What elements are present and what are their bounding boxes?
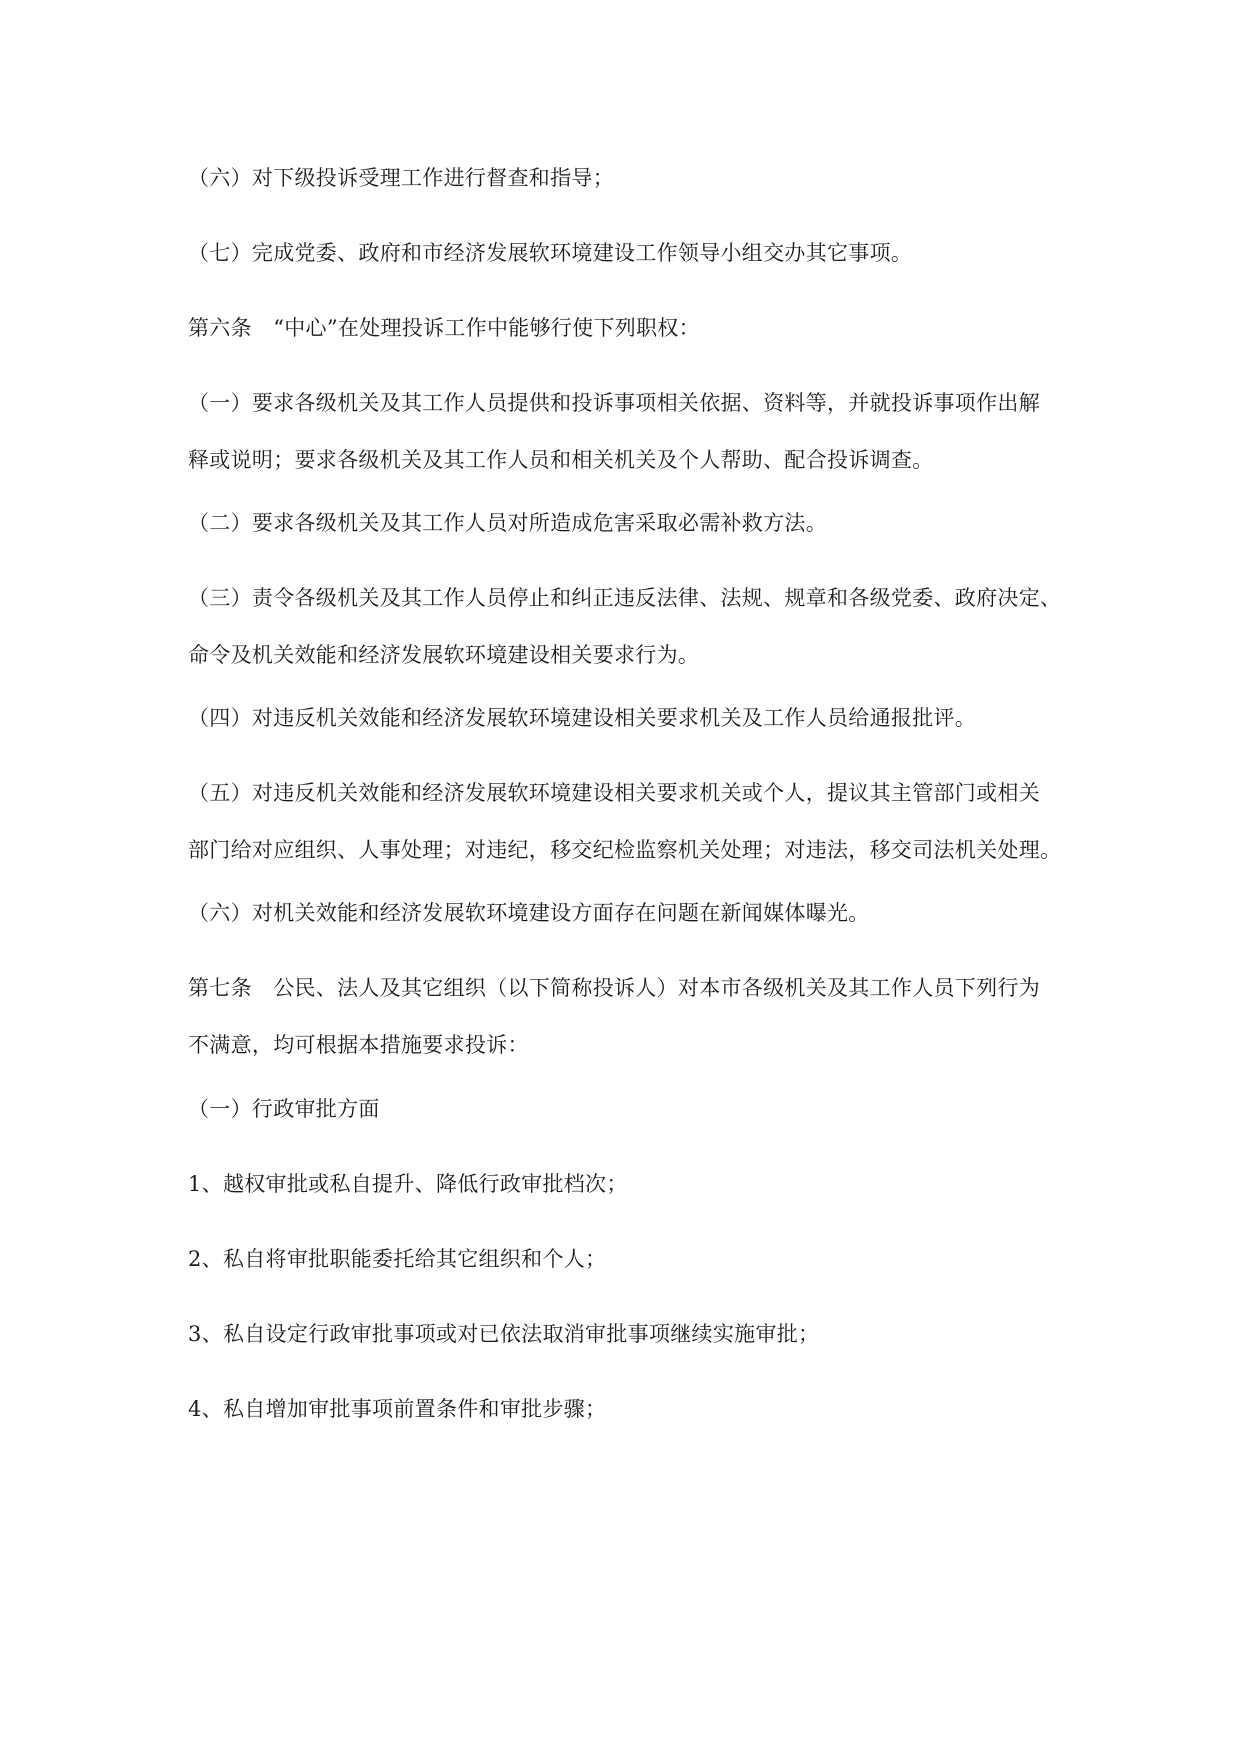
list-item-4 <box>188 1381 1068 1438</box>
text-line: （二）要求各级机关及其工作人员对所造成危害采取必需补救方法。 <box>188 511 827 535</box>
text-line: 1、越权审批或私自提升、降低行政审批档次； <box>188 1172 628 1196</box>
paragraph-power-3 <box>188 570 1068 684</box>
text-line: （五）对违反机关效能和经济发展软环境建设相关要求机关或个人，提议其主管部门或相关 <box>188 781 1040 805</box>
list-item-1 <box>188 1156 1068 1213</box>
list-item-3 <box>188 1306 1068 1363</box>
section-admin-approval <box>188 1081 1068 1138</box>
text-line: 2、私自将审批职能委托给其它组织和个人； <box>188 1247 607 1271</box>
text-line: （一）行政审批方面 <box>188 1097 380 1121</box>
text-line: 释或说明；要求各级机关及其工作人员和相关机关及个人帮助、配合投诉调查。 <box>188 448 934 472</box>
text-line: 不满意，均可根据本措施要求投诉： <box>188 1033 529 1057</box>
text-line: （三）责令各级机关及其工作人员停止和纠正违反法律、法规、规章和各级党委、政府决定、 <box>188 586 1062 610</box>
text-line: 第六条 “中心”在处理投诉工作中能够行使下列职权： <box>188 316 700 340</box>
text-line: （七）完成党委、政府和市经济发展软环境建设工作领导小组交办其它事项。 <box>188 241 913 265</box>
list-item-2 <box>188 1231 1068 1288</box>
paragraph-power-6 <box>188 885 1068 942</box>
text-line: 部门给对应组织、人事处理；对违纪，移交纪检监察机关处理；对违法，移交司法机关处理。 <box>188 838 1062 862</box>
text-line: （六）对下级投诉受理工作进行督查和指导； <box>188 166 614 190</box>
article-six-heading <box>188 300 1068 357</box>
article-seven-heading <box>188 960 1068 1074</box>
text-line: 3、私自设定行政审批事项或对已依法取消审批事项继续实施审批； <box>188 1322 820 1346</box>
text-line: 第七条 公民、法人及其它组织（以下简称投诉人）对本市各级机关及其工作人员下列行为 <box>188 976 1040 1000</box>
text-line: （一）要求各级机关及其工作人员提供和投诉事项相关依据、资料等，并就投诉事项作出解 <box>188 391 1040 415</box>
text-line: （六）对机关效能和经济发展软环境建设方面存在问题在新闻媒体曝光。 <box>188 901 870 925</box>
paragraph-power-5 <box>188 765 1068 879</box>
paragraph-power-2 <box>188 495 1068 552</box>
text-line: （四）对违反机关效能和经济发展软环境建设相关要求机关及工作人员给通报批评。 <box>188 706 977 730</box>
text-line: 命令及机关效能和经济发展软环境建设相关要求行为。 <box>188 643 700 667</box>
text-line: 4、私自增加审批事项前置条件和审批步骤； <box>188 1397 607 1421</box>
paragraph-power-4 <box>188 690 1068 747</box>
paragraph-supervise-lower-level <box>188 150 1068 207</box>
paragraph-complete-assigned-matters <box>188 225 1068 282</box>
paragraph-power-1 <box>188 375 1068 489</box>
